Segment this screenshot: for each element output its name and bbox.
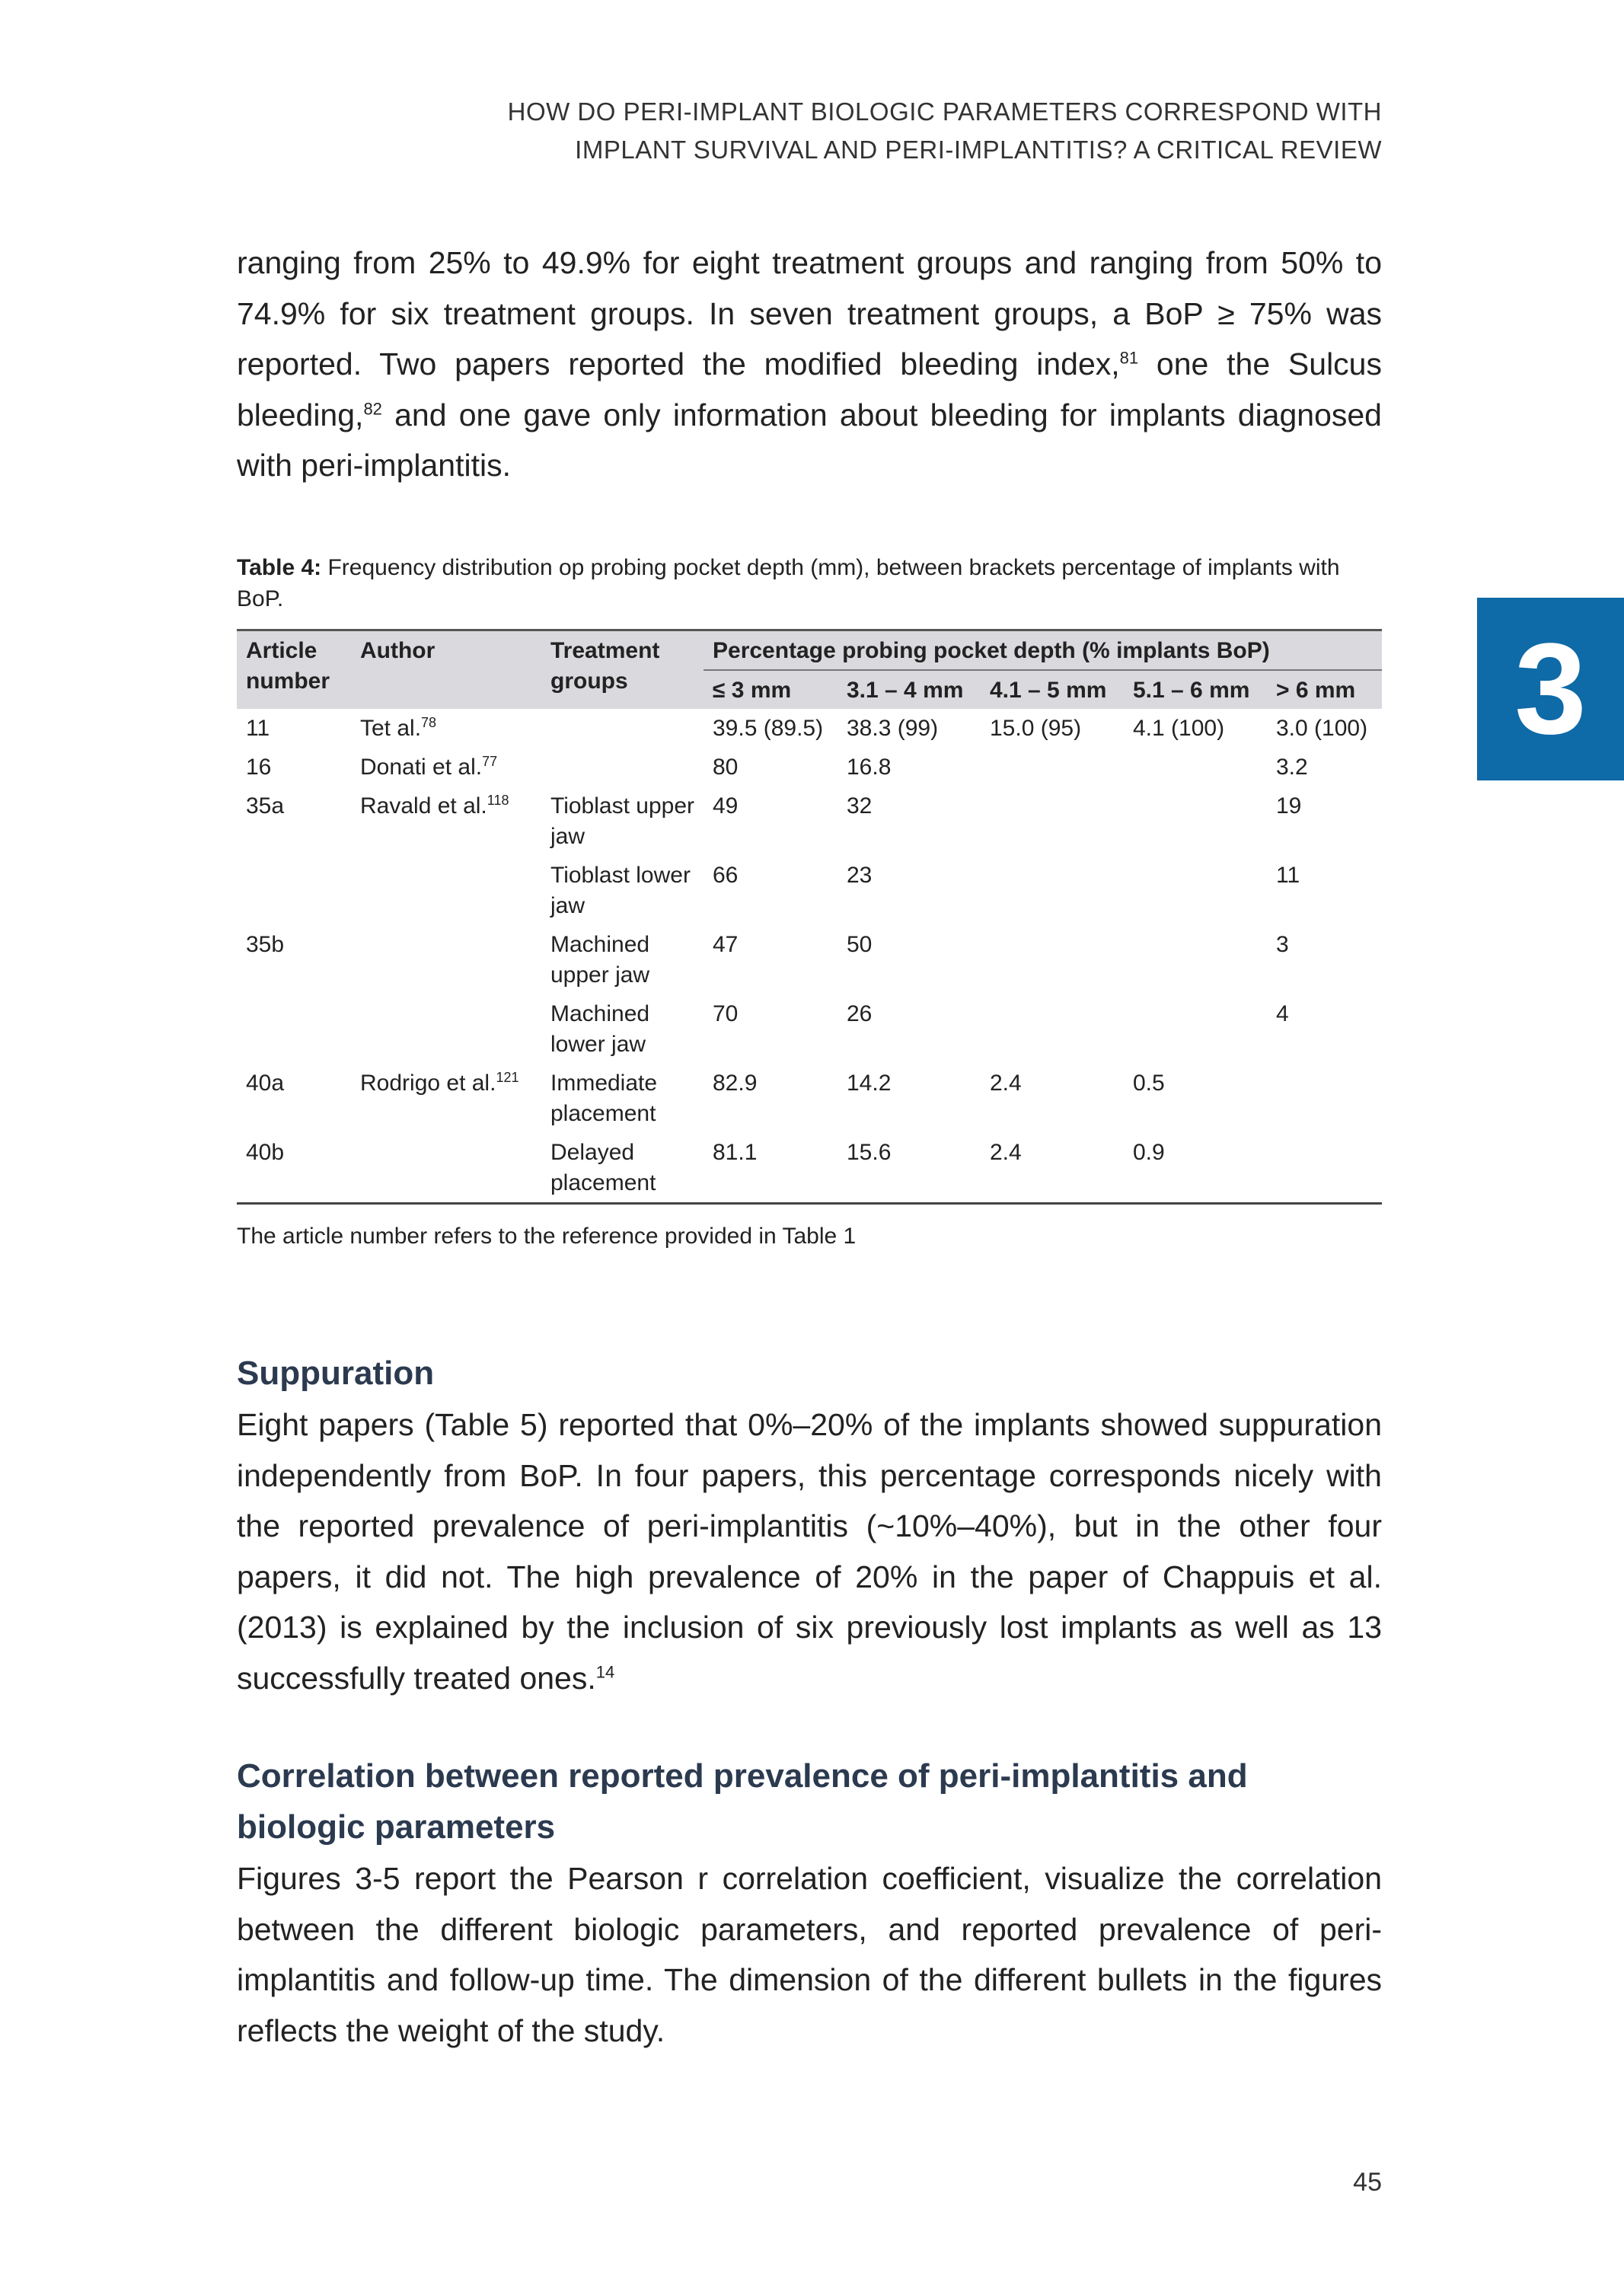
cell-value: 2.4 [990, 1071, 1022, 1096]
cell-value [1267, 1064, 1382, 1133]
cell-author-ref: 121 [496, 1070, 519, 1085]
cell-article: 40a [246, 1071, 285, 1096]
cell-author: Tet al.$^{78}$ [360, 715, 437, 741]
intro-ref-b: 82 [363, 398, 382, 418]
running-head-line-2: IMPLANT SURVIVAL AND PERI-IMPLANTITIS? A CRITICAL REVIEW [575, 136, 1382, 164]
cell-value: 0.5 [1133, 1071, 1165, 1096]
cell-value: 15.0 (95) [990, 716, 1082, 741]
suppuration-heading: Suppuration [237, 1355, 435, 1392]
cell-value [1124, 994, 1267, 1064]
cell-value: 47 [713, 932, 739, 957]
cell-value: 26 [847, 1001, 873, 1026]
cell-value: 82.9 [713, 1071, 758, 1096]
header-probing-depth-group: Percentage probing pocket depth (% implants BoP) [704, 630, 1382, 671]
cell-article: 40b [237, 1133, 351, 1204]
cell-value [1267, 1133, 1382, 1204]
header-article-number: Article number [237, 630, 351, 710]
cell-author: Ravald et al.$^{118}$ [360, 793, 509, 819]
cell-treatment: Tioblast upper jaw [550, 793, 694, 849]
cell-value: 32 [847, 793, 873, 819]
header-col-3-4mm: 3.1 – 4 mm [838, 670, 981, 709]
header-author: Author [351, 630, 541, 710]
cell-author: Donati et al.$^{77}$ [360, 754, 498, 780]
intro-text-c: and one gave only information about bleeding for implants diagnosed with peri-implantitis. [237, 397, 1382, 483]
intro-ref-a: 81 [1119, 348, 1139, 368]
cell-treatment: Delayed placement [541, 1133, 704, 1204]
table-row [237, 787, 1382, 856]
cell-value: 3 [1276, 932, 1289, 957]
table-body [237, 709, 1382, 1204]
cell-value: 16.8 [847, 755, 892, 780]
cell-treatment: Machined upper jaw [550, 932, 650, 988]
intro-text-b: one the Sulcus bleeding, [237, 346, 1382, 432]
suppuration-text: Eight papers (Table 5) reported that 0%–20% of the implants showed suppuration independently from BoP. In four papers, this percentage corresponds nicely with the reported prevalence of peri-implantitis (~10%–40%), but in the other four papers, it did not. The high prevalence of 20% in the paper of Chappuis et al. (2013) is explained by the inclusion of six previously lost implants as well as 13 successfully treated ones. [237, 1407, 1382, 1696]
table-caption-text: Frequency distribution op probing pocket depth (mm), between brackets percentage of implants with BoP. [237, 555, 1340, 611]
cell-article [237, 856, 351, 925]
cell-value: 4 [1276, 1001, 1289, 1026]
cell-author [351, 1133, 541, 1204]
cell-value: 2.4 [981, 1133, 1124, 1204]
table-row [237, 994, 1382, 1064]
table-row [237, 1064, 1382, 1133]
cell-author-ref: 118 [487, 793, 509, 808]
running-head [316, 93, 1382, 169]
cell-value: 3.2 [1276, 755, 1308, 780]
cell-author [351, 994, 541, 1064]
header-col-le-3mm: ≤ 3 mm [704, 670, 838, 709]
cell-value: 70 [713, 1001, 739, 1026]
cell-value: 11 [1276, 863, 1300, 888]
cell-value: 0.9 [1124, 1133, 1267, 1204]
suppuration-paragraph [237, 1399, 1382, 1703]
cell-author-ref: 77 [482, 754, 498, 769]
intro-paragraph [237, 238, 1382, 491]
correlation-heading: Correlation between reported prevalence of peri-implantitis and biologic parameters [237, 1757, 1248, 1846]
cell-article [237, 994, 351, 1064]
cell-value: 3.0 (100) [1276, 716, 1368, 741]
header-col-gt-6mm: > 6 mm [1267, 670, 1382, 709]
table-4 [237, 629, 1382, 1205]
cell-value: 49 [713, 793, 739, 819]
cell-article: 11 [246, 716, 270, 741]
header-treatment-groups: Treatment groups [541, 630, 704, 710]
cell-value [1124, 787, 1267, 856]
table-caption [237, 552, 1382, 614]
cell-value: 66 [713, 863, 739, 888]
cell-treatment: Immediate placement [550, 1071, 658, 1126]
table-row [237, 1133, 1382, 1204]
cell-treatment [541, 709, 704, 748]
cell-treatment [541, 748, 704, 787]
cell-value [1124, 856, 1267, 925]
cell-author [351, 925, 541, 994]
cell-treatment: Machined lower jaw [550, 1001, 650, 1057]
cell-treatment: Tioblast lower jaw [550, 863, 691, 918]
cell-author: Rodrigo et al.$^{121}$ [360, 1070, 519, 1096]
table-row [237, 748, 1382, 787]
cell-value: 50 [847, 932, 873, 957]
table-note: The article number refers to the reference provided in Table 1 [237, 1224, 857, 1249]
cell-value: 15.6 [838, 1133, 981, 1204]
probing-depth-table [237, 629, 1382, 1205]
cell-value: 19 [1276, 793, 1302, 819]
cell-value: 38.3 (99) [847, 716, 939, 741]
intro-text-a: ranging from 25% to 49.9% for eight treatment groups and ranging from 50% to 74.9% for six treatment groups. In seven treatment groups, a BoP ≥ 75% was reported. Two papers reported the modified bleeding index, [237, 245, 1382, 381]
cell-article: 16 [246, 755, 272, 780]
cell-value: 39.5 (89.5) [713, 716, 824, 741]
table-caption-label: Table 4: [237, 555, 322, 580]
cell-value: 81.1 [704, 1133, 838, 1204]
chapter-tab: 3 [1477, 598, 1624, 780]
table-row [237, 856, 1382, 925]
correlation-paragraph: Figures 3-5 report the Pearson r correlation coefficient, visualize the correlation between the different biologic parameters, and reported prevalence of peri-implantitis and follow-up time. The dimension of the different bullets in the figures reflects the weight of the study. [237, 1861, 1382, 2048]
cell-value [981, 787, 1124, 856]
cell-value: 4.1 (100) [1133, 716, 1225, 741]
cell-value [981, 994, 1124, 1064]
cell-value: 80 [713, 755, 739, 780]
cell-value: 14.2 [847, 1071, 892, 1096]
header-col-5-6mm: 5.1 – 6 mm [1124, 670, 1267, 709]
header-col-4-5mm: 4.1 – 5 mm [981, 670, 1124, 709]
cell-value [981, 748, 1124, 787]
cell-article: 35a [246, 793, 285, 819]
cell-value [981, 925, 1124, 994]
table-row [237, 925, 1382, 994]
suppuration-ref: 14 [595, 1661, 615, 1681]
cell-value: 23 [847, 863, 873, 888]
cell-author-ref: 78 [421, 715, 437, 730]
cell-value [981, 856, 1124, 925]
cell-value [1124, 748, 1267, 787]
page-number: 45 [1353, 2168, 1382, 2197]
cell-value [1124, 925, 1267, 994]
running-head-line-1: HOW DO PERI-IMPLANT BIOLOGIC PARAMETERS CORRESPOND WITH [507, 97, 1382, 126]
table-row [237, 709, 1382, 748]
cell-article: 35b [246, 932, 285, 957]
cell-author [351, 856, 541, 925]
